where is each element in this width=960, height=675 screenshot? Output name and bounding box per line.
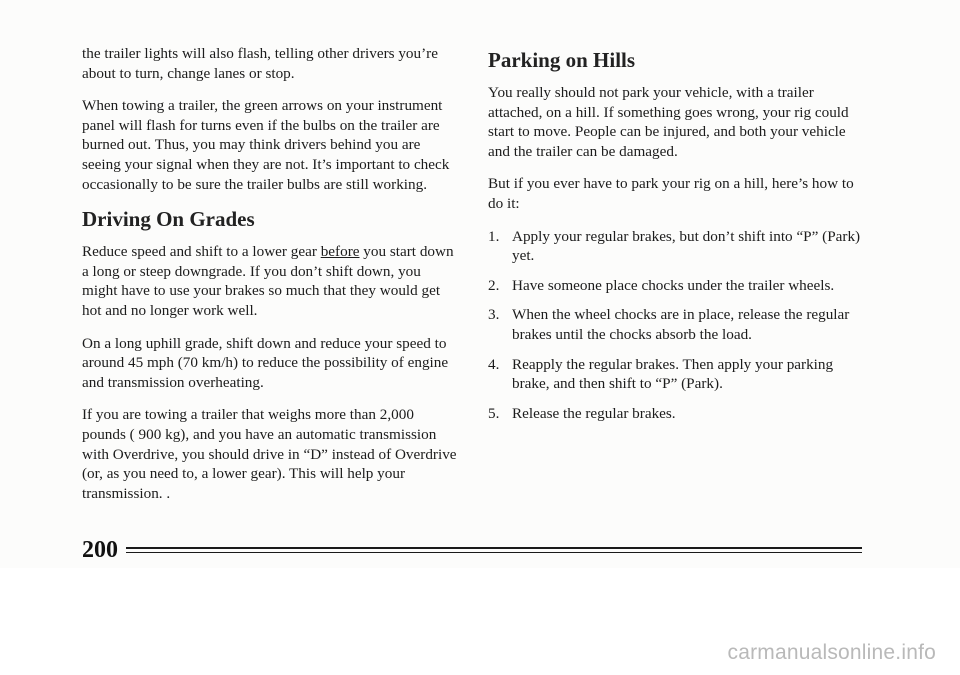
step-number: 5. — [488, 404, 500, 422]
step-text: Apply your regular brakes, but don’t shift into “P” (Park) yet. — [512, 227, 861, 265]
step-number: 1. — [488, 227, 500, 245]
downgrade-paragraph — [82, 242, 460, 320]
step-text: Release the regular brakes. — [512, 404, 676, 422]
parking-steps-list — [488, 227, 870, 424]
before-emphasis: before — [320, 243, 360, 261]
step-item — [488, 404, 870, 424]
downgrade-text-start: Reduce speed and shift to a lower gear — [82, 243, 321, 261]
step-item — [488, 305, 870, 344]
step-number: 2. — [488, 276, 500, 294]
parking-on-hills-heading: Parking on Hills — [488, 48, 636, 72]
step-item — [488, 276, 870, 296]
step-number: 4. — [488, 355, 500, 373]
step-item — [488, 227, 870, 266]
step-text: Have someone place chocks under the trailer wheels. — [512, 276, 835, 294]
step-item — [488, 355, 870, 394]
driving-on-grades-heading: Driving On Grades — [82, 207, 255, 232]
trailer-lights-paragraph: the trailer lights will also flash, telling other drivers you’re about to turn, change lanes or stop. — [82, 45, 438, 82]
parking-howto-intro: But if you ever have to park your rig on a hill, here’s how to do it: — [488, 175, 854, 212]
green-arrows-paragraph: When towing a trailer, the green arrows on your instrument panel will flash for turns even if the bulbs on the trailer are burned out. Thus, you may think drivers behind you are seeing your signal when they are not. It’s important to check occasionally to be sure the trailer bulbs are still working. — [82, 97, 450, 193]
parking-warning-paragraph: You really should not park your vehicle, with a trailer attached, on a hill. If something goes wrong, your rig could start to move. People can be injured, and both your vehicle and the trailer can be damaged. — [488, 84, 849, 160]
step-text: Reapply the regular brakes. Then apply your parking brake, and then shift to “P” (Park). — [512, 355, 834, 393]
right-column — [488, 44, 870, 433]
footer-rule-thin — [126, 552, 862, 553]
footer-rule-thick — [126, 547, 862, 549]
step-number: 3. — [488, 306, 500, 324]
site-watermark: carmanualsonline.info — [727, 641, 936, 664]
page-footer — [82, 536, 862, 566]
uphill-grade-paragraph: On a long uphill grade, shift down and reduce your speed to around 45 mph (70 km/h) to reduce the possibility of engine and transmission overheating. — [82, 334, 449, 391]
overdrive-paragraph: If you are towing a trailer that weighs more than 2,000 pounds ( 900 kg), and you have an automatic transmission with Overdrive, you should drive in “D” instead of Overdrive (or, as you need to, a lower gear). This will help your transmission. . — [82, 406, 457, 502]
step-text: When the wheel chocks are in place, release the regular brakes until the chocks absorb the load. — [512, 306, 850, 343]
left-column — [82, 44, 460, 516]
page-number: 200 — [82, 537, 118, 563]
downgrade-text-end: you start down a long or steep downgrade. If you don’t shift down, you might have to use your brakes so much that they would get hot and no longer work well. — [82, 243, 454, 319]
